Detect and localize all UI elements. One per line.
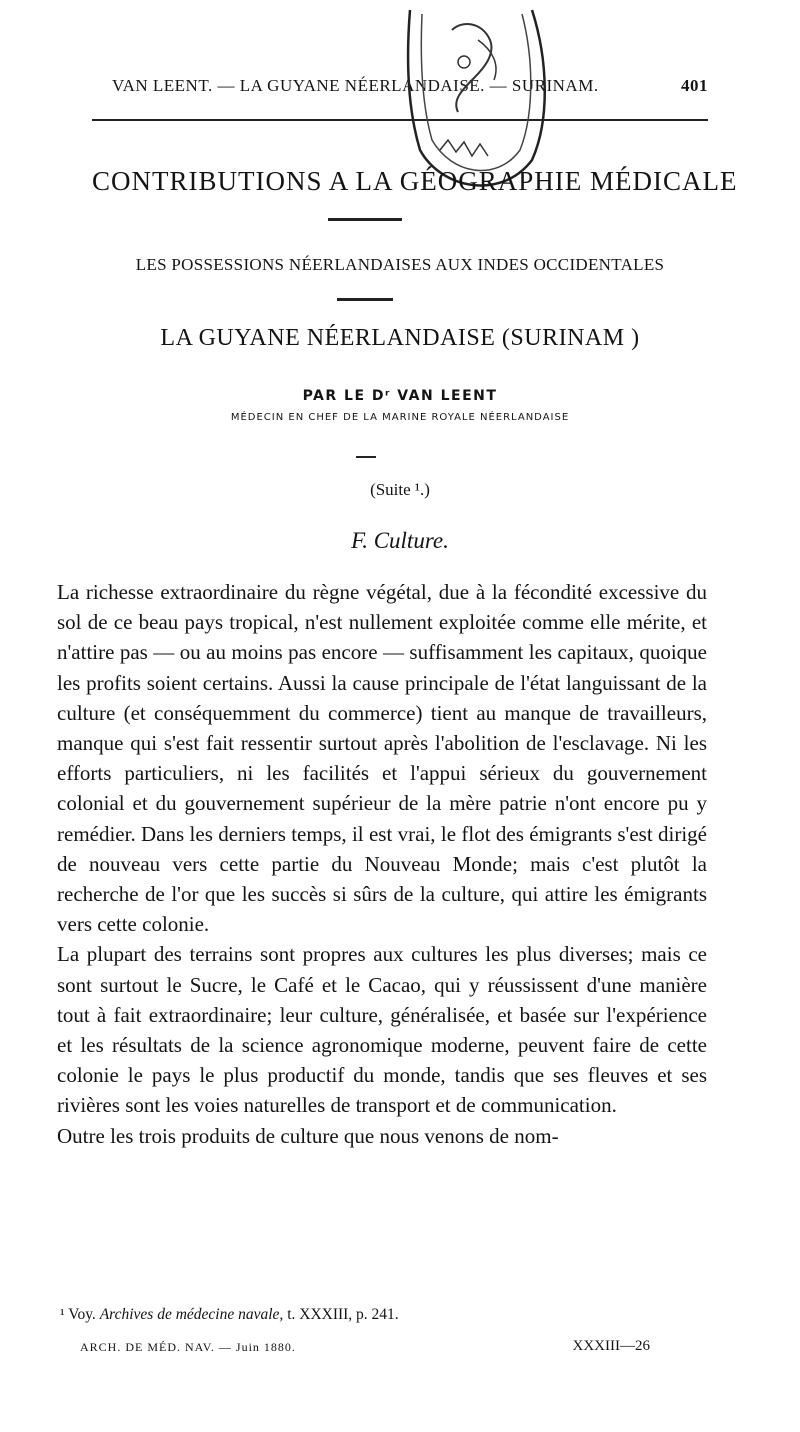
paragraph: La richesse extraordinaire du règne végétal, due à la fécondité excessive du sol de ce beau pays tropical, n'est nullement exploitée comme elle mérite, et n'attire pas — ou au moins pas encore — suffisamment les capitaux, quoique les profits soient certains. Aussi la cause principale de l'état languissant de la culture (et conséquemment du commerce) tient au manque de travailleurs, manque qui s'est fait ressentir surtout après l'abolition de l'esclavage. Ni les efforts particuliers, ni les facilités et l'appui sérieux du gouvernement colonial et du gouvernement supérieur de la mère patrie n'ont encore pu y remédier. Dans les derniers temps, il est vrai, le flot des émigrants s'est dirigé de nouveau vers cette partie du Nouveau Monde; mais c'est plutôt la recherche de l'or que les succès si sûrs de la culture, qui attire les émigrants vers cette colonie. <box>57 580 707 937</box>
subtitle-divider <box>337 298 393 301</box>
footnote-reference: t. XXXIII, p. 241. <box>287 1306 399 1323</box>
paragraph: La plupart des terrains sont propres aux cultures les plus diverses; mais ce sont surtout le Sucre, le Café et le Cacao, qui y réussissent d'une manière tout à fait extraordinaire; leur culture, généralisée, et basée sur l'expérience et les résultats de la science agronomique moderne, peuvent faire de cette colonie le pays le plus productif du monde, tandis que ses fleuves et ses rivières sont les voies naturelles de transport et de communication. <box>57 942 707 1118</box>
article-title: CONTRIBUTIONS A LA GÉOGRAPHIE MÉDICALE <box>92 166 738 196</box>
page-number: 401 <box>681 76 708 95</box>
author-divider <box>356 456 376 458</box>
author-role: MÉDECIN EN CHEF DE LA MARINE ROYALE NÉERLANDAISE <box>230 412 570 423</box>
sheet-signature: XXXIII—26 <box>572 1338 650 1354</box>
paragraph: Outre les trois produits de culture que nous venons de nom- <box>57 1123 559 1148</box>
title-divider <box>328 218 402 221</box>
article-subtitle: LES POSSESSIONS NÉERLANDAISES AUX INDES OCCIDENTALES <box>135 255 665 274</box>
footnote-journal: Archives de médecine navale, <box>99 1306 284 1323</box>
section-title: LA GUYANE NÉERLANDAISE (SURINAM ) <box>160 325 640 351</box>
journal-signature: ARCH. DE MÉD. NAV. — Juin 1880. <box>80 1340 296 1354</box>
body-text <box>57 577 707 1151</box>
subsection-heading: F. Culture. <box>351 528 449 553</box>
footnote <box>60 1306 399 1324</box>
author-line: PAR LE Dʳ VAN LEENT <box>302 388 498 404</box>
continuation-note: (Suite ¹.) <box>370 480 430 499</box>
running-header-title: VAN LEENT. — LA GUYANE NÉERLANDAISE. — SURINAM. <box>112 76 599 95</box>
footnote-marker: ¹ Voy. <box>60 1306 96 1323</box>
